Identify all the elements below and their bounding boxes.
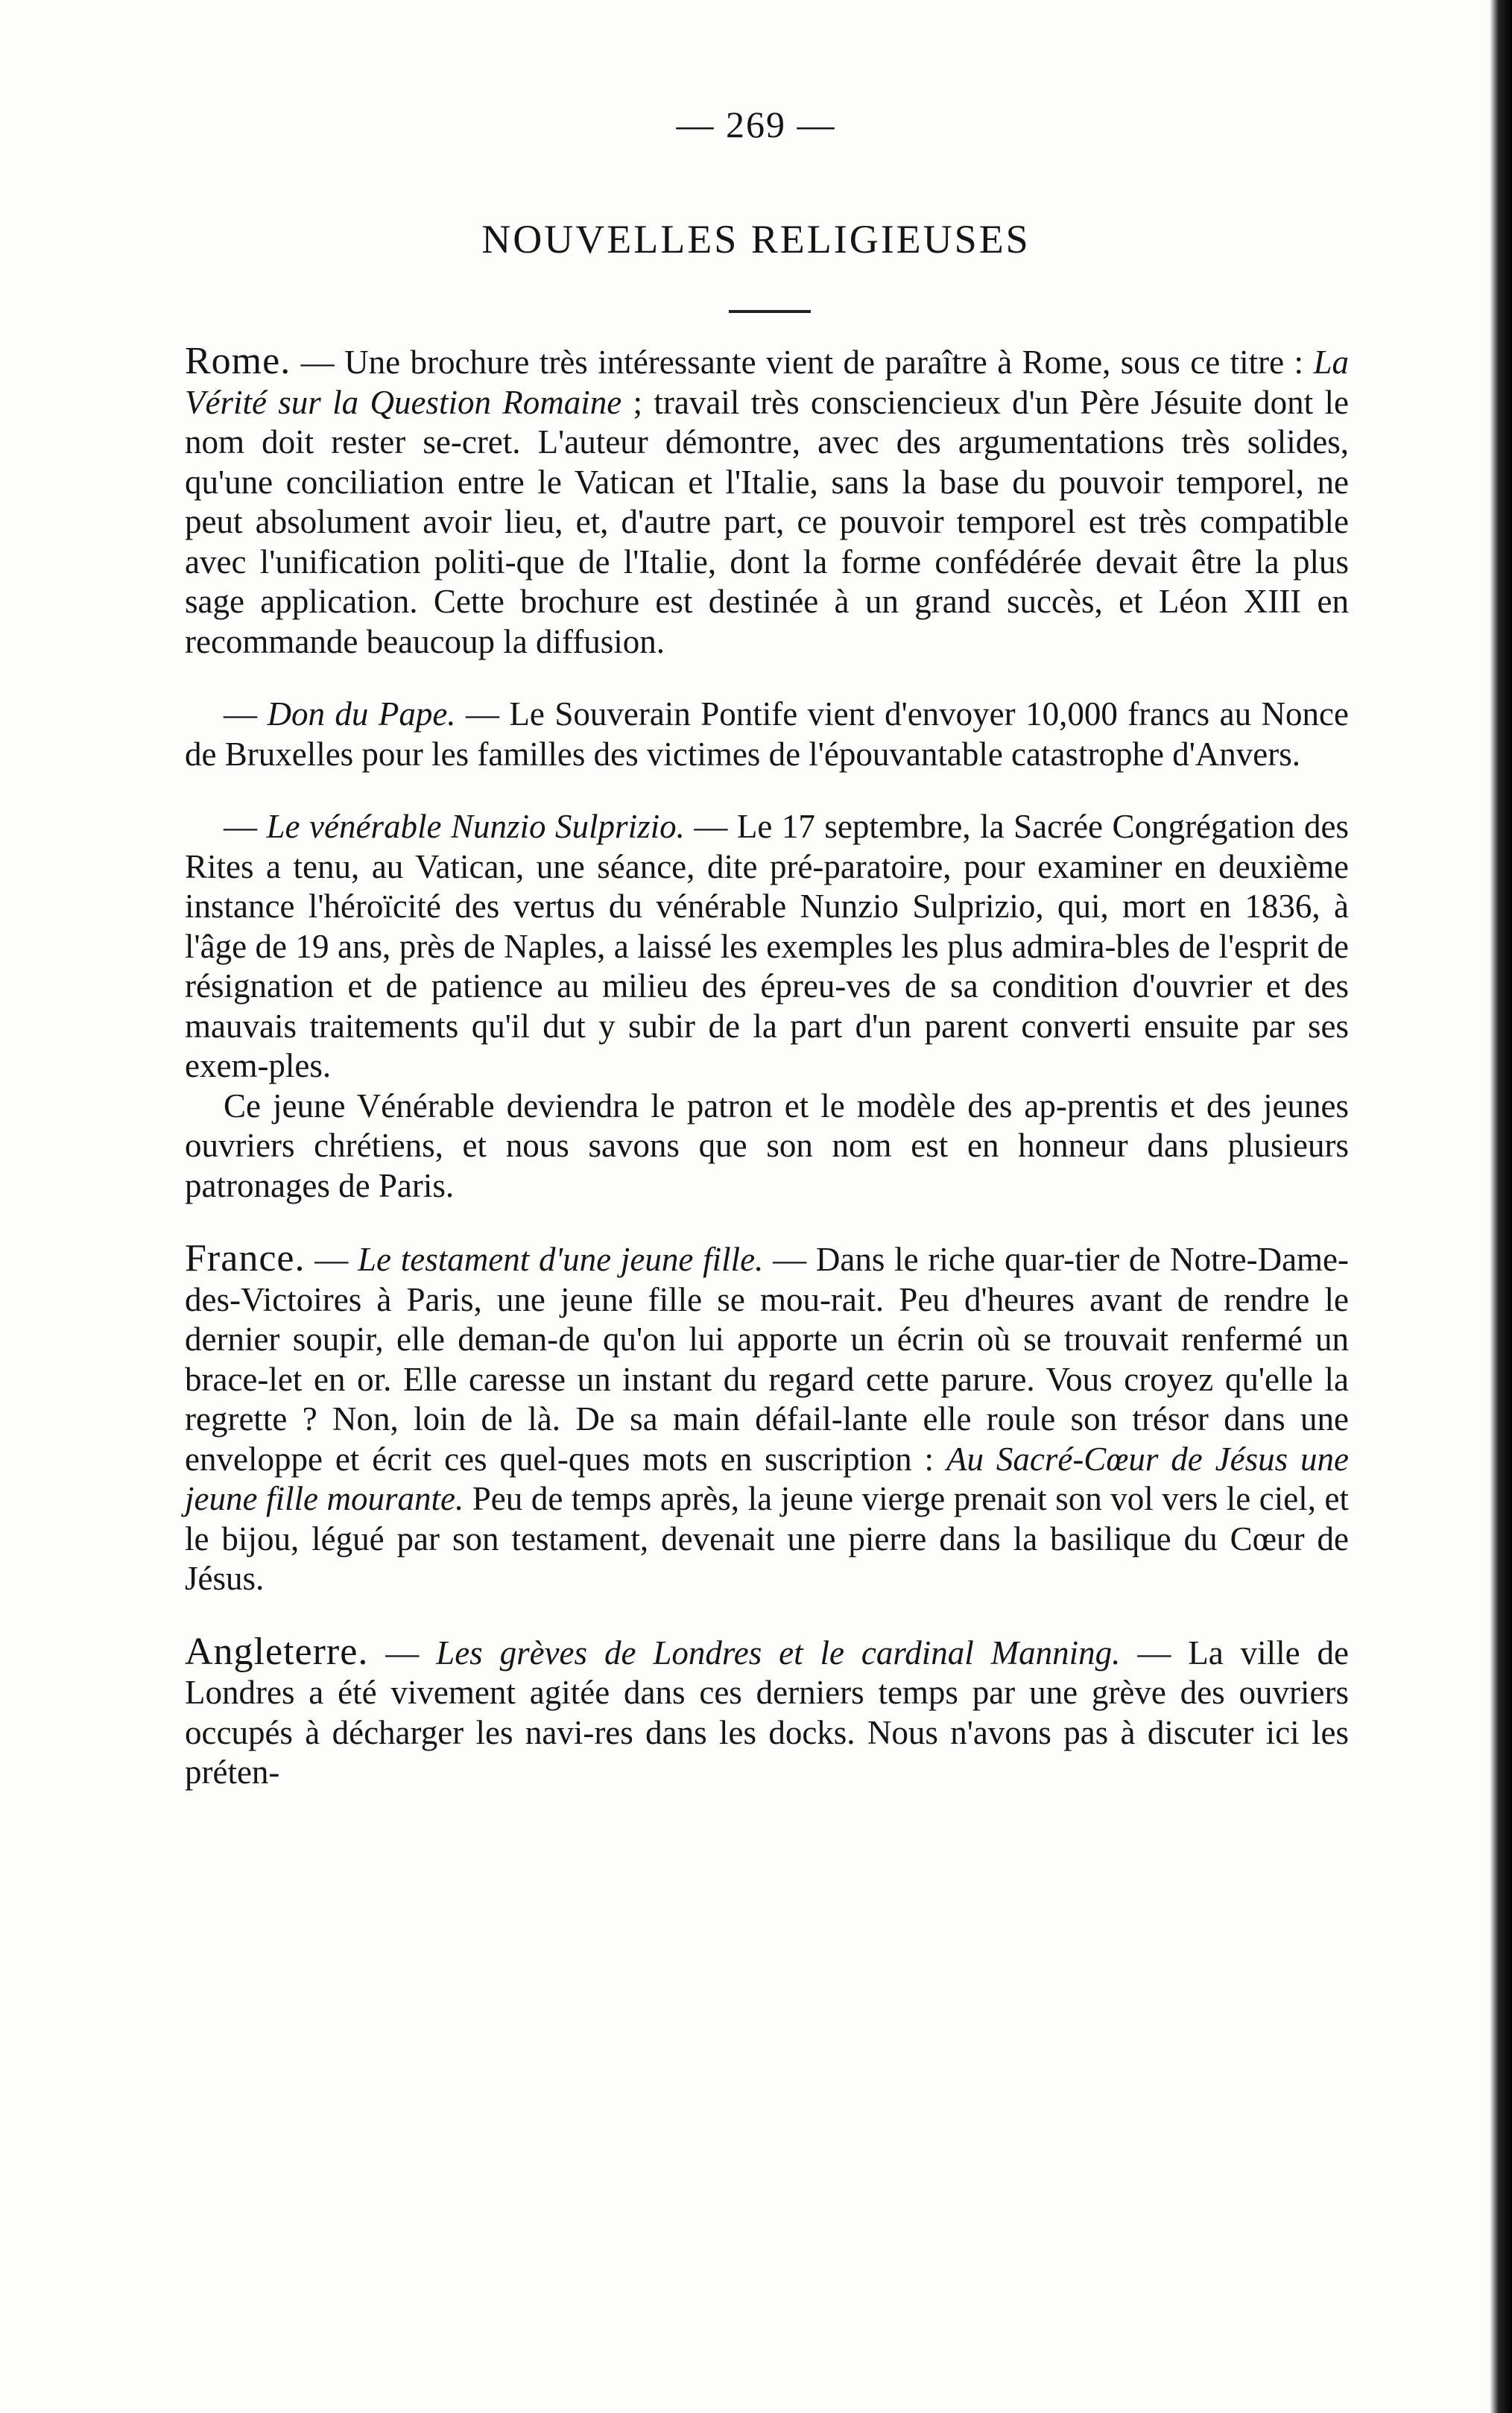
subtitle-france: Le testament d'une jeune fille. bbox=[358, 1241, 764, 1278]
don-du-pape-text: — Le Souverain Pontife vient d'envoyer 10,000 francs au Nonce de Bruxelles pour les familles des victimes de l'épouvantable catastrophe d'Anvers. bbox=[185, 695, 1349, 773]
dash: — bbox=[224, 808, 267, 845]
paragraph-nunzio-2 bbox=[185, 1087, 1349, 1206]
france-text-2: Peu de temps après, la jeune vierge prenait son vol vers le ciel, et le bijou, légué par son testament, devenait une pierre dans la basilique du Cœur de Jésus. bbox=[185, 1480, 1350, 1597]
paragraph-don-du-pape bbox=[185, 695, 1349, 774]
paragraph-rome bbox=[185, 341, 1349, 662]
page-number: — 269 — bbox=[676, 104, 836, 145]
subtitle-nunzio: Le vénérable Nunzio Sulprizio. bbox=[266, 808, 685, 845]
angleterre-text: — La ville de Londres a été vivement agitée dans ces derniers temps par une grève des ouvriers occupés à décharger les navi-res dans les docks. Nous n'avons pas à discuter ici les préten- bbox=[185, 1634, 1349, 1791]
france-text-1: — Dans le riche quar-tier de Notre-Dame-des-Victoires à Paris, une jeune fille se mou-rait. Peu d'heures avant de rendre le dernier soupir, elle deman-de qu'on lui apporte un écrin où se trouvait renfermé un brace-let en or. Elle caresse un instant du regard cette parure. Vous croyez qu'elle la regrette ? Non, loin de là. De sa main défail-lante elle roule son trésor dans une enveloppe et écrit ces quel-ques mots en suscription : bbox=[185, 1241, 1349, 1478]
paragraph-france bbox=[185, 1239, 1349, 1599]
nunzio-text: — Le 17 septembre, la Sacrée Congrégation des Rites a tenu, au Vatican, une séance, dite pré-paratoire, pour examiner en deuxième instance l'héroïcité des vertus du vénérable Nunzio Sulprizio, qui, mort en 1836, à l'âge de 19 ans, près de Naples, a laissé les exemples les plus admira-bles de l'esprit de résignation et de patience au milieu des épreu-ves de sa condition d'ouvrier et des mauvais traitements qu'il dut y subir de la part d'un parent converti ensuite par ses exem-ples. bbox=[185, 808, 1350, 1084]
section-heading: NOUVELLES RELIGIEUSES bbox=[481, 217, 1031, 262]
subtitle-angleterre: Les grèves de Londres et le cardinal Manning. bbox=[436, 1634, 1121, 1672]
nunzio-text-2: Ce jeune Vénérable deviendra le patron et le modèle des ap-prentis et des jeunes ouvriers chrétiens, et nous savons que son nom est en honneur dans plusieurs patronages de Paris. bbox=[185, 1087, 1349, 1204]
place-rome: Rome. bbox=[185, 340, 291, 382]
dash: — bbox=[368, 1634, 437, 1672]
place-angleterre: Angleterre. bbox=[185, 1630, 369, 1673]
subtitle-don-du-pape: Don du Pape. bbox=[267, 695, 456, 733]
paragraph-angleterre bbox=[185, 1632, 1349, 1793]
heading-rule bbox=[729, 310, 811, 313]
article-body bbox=[185, 341, 1349, 1793]
place-france: France. bbox=[185, 1237, 306, 1280]
dash: — bbox=[224, 695, 268, 733]
rome-text-1: — Une brochure très intéressante vient de paraître à Rome, sous ce titre : bbox=[291, 344, 1314, 381]
rome-text-2: ; travail très consciencieux d'un Père Jésuite dont le nom doit rester se-cret. L'auteur démontre, avec des argumentations très solides, qu'une conciliation entre le Vatican et l'Italie, sans la base du pouvoir temporel, ne peut absolument avoir lieu, et, d'autre part, ce pouvoir temporel est très compatible avec l'unification politi-que de l'Italie, dont la forme confédérée devait être la plus sage application. Cette brochure est destinée à un grand succès, et Léon XIII en recommande beaucoup la diffusion. bbox=[185, 383, 1349, 660]
brochure-title: La Vérité sur la Question Romaine bbox=[185, 344, 1349, 421]
inscription-text: Au Sacré-Cœur de Jésus une jeune fille mourante. bbox=[185, 1440, 1349, 1517]
scan-edge bbox=[1490, 0, 1512, 2413]
paragraph-nunzio bbox=[185, 807, 1349, 1087]
dash: — bbox=[305, 1241, 358, 1278]
